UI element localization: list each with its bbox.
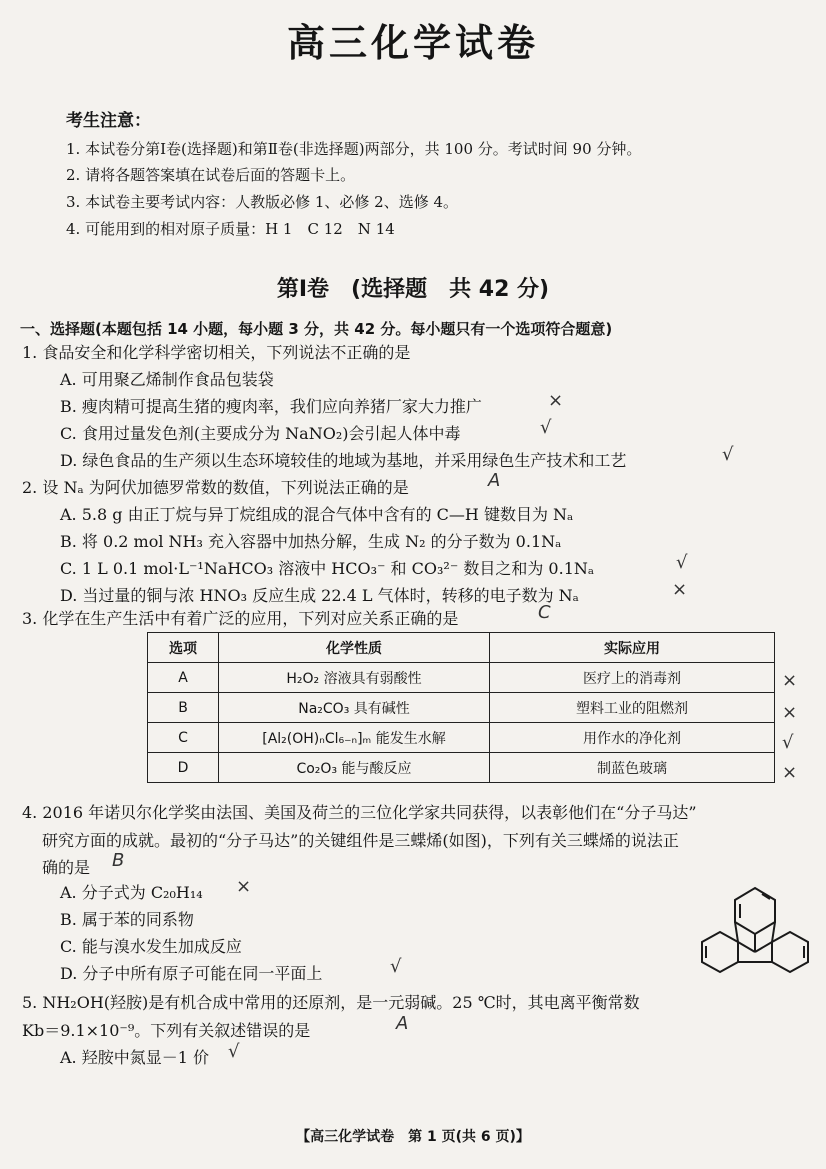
benzene-ring-right <box>772 932 808 972</box>
table-cell: Na₂CO₃ 具有碱性 <box>219 693 490 723</box>
question-2-option-d: D. 当过量的铜与浓 HNO₃ 反应生成 22.4 L 气体时，转移的电子数为 Nₐ <box>60 586 579 605</box>
question-2-option-b: B. 将 0.2 mol NH₃ 充入容器中加热分解，生成 N₂ 的分子数为 0.1Nₐ <box>60 532 562 551</box>
table-cell: H₂O₂ 溶液具有弱酸性 <box>219 663 490 693</box>
question-2-option-c: C. 1 L 0.1 mol·L⁻¹NaHCO₃ 溶液中 HCO₃⁻ 和 CO₃²⁻ 数目之和为 0.1Nₐ <box>60 559 595 578</box>
handwritten-check-mark: √ <box>782 732 794 753</box>
handwritten-check-mark: √ <box>228 1041 240 1062</box>
question-4-stem-continued: 确的是 <box>42 858 91 877</box>
page-footer: 【高三化学试卷 第 1 页(共 6 页)】 <box>296 1129 530 1145</box>
table-cell: 用作水的净化剂 <box>490 723 775 753</box>
table-cell: [Al₂(OH)ₙCl₆₋ₙ]ₘ 能发生水解 <box>219 723 490 753</box>
notice-item: 1. 本试卷分第Ⅰ卷(选择题)和第Ⅱ卷(非选择题)两部分，共 100 分。考试时间 90 分钟。 <box>66 140 642 158</box>
question-5-option-a: A. 羟胺中氮显－1 价 <box>60 1048 209 1067</box>
handwritten-answer: A <box>396 1013 409 1034</box>
table-row <box>148 663 775 693</box>
handwritten-answer: A <box>488 470 501 491</box>
table-cell: 制蓝色玻璃 <box>490 753 775 783</box>
notice-item: 3. 本试卷主要考试内容：人教版必修 1、必修 2、选修 4。 <box>66 193 459 211</box>
handwritten-check-mark: √ <box>390 956 402 977</box>
notice-item: 4. 可能用到的相对原子质量：H 1 C 12 N 14 <box>66 220 395 238</box>
table-header: 化学性质 <box>219 633 490 663</box>
question-4-option-c: C. 能与溴水发生加成反应 <box>60 937 242 956</box>
question-1-stem: 1. 食品安全和化学科学密切相关，下列说法不正确的是 <box>22 343 411 362</box>
bridge-bond <box>772 922 775 942</box>
question-4-stem: 4. 2016 年诺贝尔化学奖由法国、美国及荷兰的三位化学家共同获得，以表彰他们在“分子马达” <box>22 803 697 822</box>
table-cell: 医疗上的消毒剂 <box>490 663 775 693</box>
table-row <box>148 693 775 723</box>
question-1-option-c: C. 食用过量发色剂(主要成分为 NaNO₂)会引起人体中毒 <box>60 424 461 443</box>
question-5-stem: 5. NH₂OH(羟胺)是有机合成中常用的还原剂，是一元弱碱。25 ℃时，其电离平衡常数 <box>22 993 640 1012</box>
handwritten-cross-mark: × <box>782 670 798 691</box>
table-cell: B <box>148 693 219 723</box>
bridge-bond <box>735 922 738 942</box>
notice-heading: 考生注意： <box>66 111 151 131</box>
question-2-stem: 2. 设 Nₐ 为阿伏加德罗常数的数值，下列说法正确的是 <box>22 478 409 497</box>
handwritten-check-mark: √ <box>722 444 734 465</box>
bridge-bond <box>755 942 772 952</box>
table-row <box>148 723 775 753</box>
question-4-stem-continued: 研究方面的成就。最初的“分子马达”的关键组件是三蝶烯(如图)，下列有关三蝶烯的说法正 <box>42 831 679 850</box>
question-1-option-d: D. 绿色食品的生产须以生态环境较佳的地域为基地，并采用绿色生产技术和工艺 <box>60 451 627 470</box>
question-1-option-a: A. 可用聚乙烯制作食品包装袋 <box>60 370 274 389</box>
question-4-option-a: A. 分子式为 C₂₀H₁₄ <box>60 883 203 902</box>
page-title: 高三化学试卷 <box>286 21 539 65</box>
question-3-stem: 3. 化学在生产生活中有着广泛的应用，下列对应关系正确的是 <box>22 609 459 628</box>
handwritten-check-mark: √ <box>676 552 688 573</box>
table-cell: D <box>148 753 219 783</box>
handwritten-cross-mark: × <box>548 390 564 411</box>
section-description: 一、选择题(本题包括 14 小题，每小题 3 分，共 42 分。每小题只有一个选项符合题意) <box>20 320 613 338</box>
table-cell: C <box>148 723 219 753</box>
table-row <box>148 753 775 783</box>
table-header: 实际应用 <box>490 633 775 663</box>
notice-item: 2. 请将各题答案填在试卷后面的答题卡上。 <box>66 166 356 184</box>
triptycene-structure-diagram <box>700 880 810 990</box>
handwritten-answer: C <box>538 602 551 623</box>
question-3-table <box>147 632 775 783</box>
handwritten-answer: B <box>112 850 125 871</box>
question-1-option-b: B. 瘦肉精可提高生猪的瘦肉率，我们应向养猪厂家大力推广 <box>60 397 482 416</box>
question-5-stem-continued: Kb＝9.1×10⁻⁹。下列有关叙述错误的是 <box>22 1021 311 1040</box>
table-cell: A <box>148 663 219 693</box>
table-cell: 塑料工业的阻燃剂 <box>490 693 775 723</box>
table-header: 选项 <box>148 633 219 663</box>
section-title: 第Ⅰ卷 (选择题 共 42 分) <box>276 277 550 302</box>
handwritten-cross-mark: × <box>782 702 798 723</box>
question-4-option-d: D. 分子中所有原子可能在同一平面上 <box>60 964 323 983</box>
table-header-row <box>148 633 775 663</box>
bridge-bond <box>738 942 755 952</box>
question-2-option-a: A. 5.8 g 由正丁烷与异丁烷组成的混合气体中含有的 C—H 键数目为 Nₐ <box>60 505 574 524</box>
handwritten-cross-mark: × <box>782 762 798 783</box>
benzene-ring-left <box>702 932 738 972</box>
table-cell: Co₂O₃ 能与酸反应 <box>219 753 490 783</box>
handwritten-cross-mark: × <box>236 876 252 897</box>
handwritten-check-mark: √ <box>540 417 552 438</box>
handwritten-cross-mark: × <box>672 579 688 600</box>
question-4-option-b: B. 属于苯的同系物 <box>60 910 194 929</box>
